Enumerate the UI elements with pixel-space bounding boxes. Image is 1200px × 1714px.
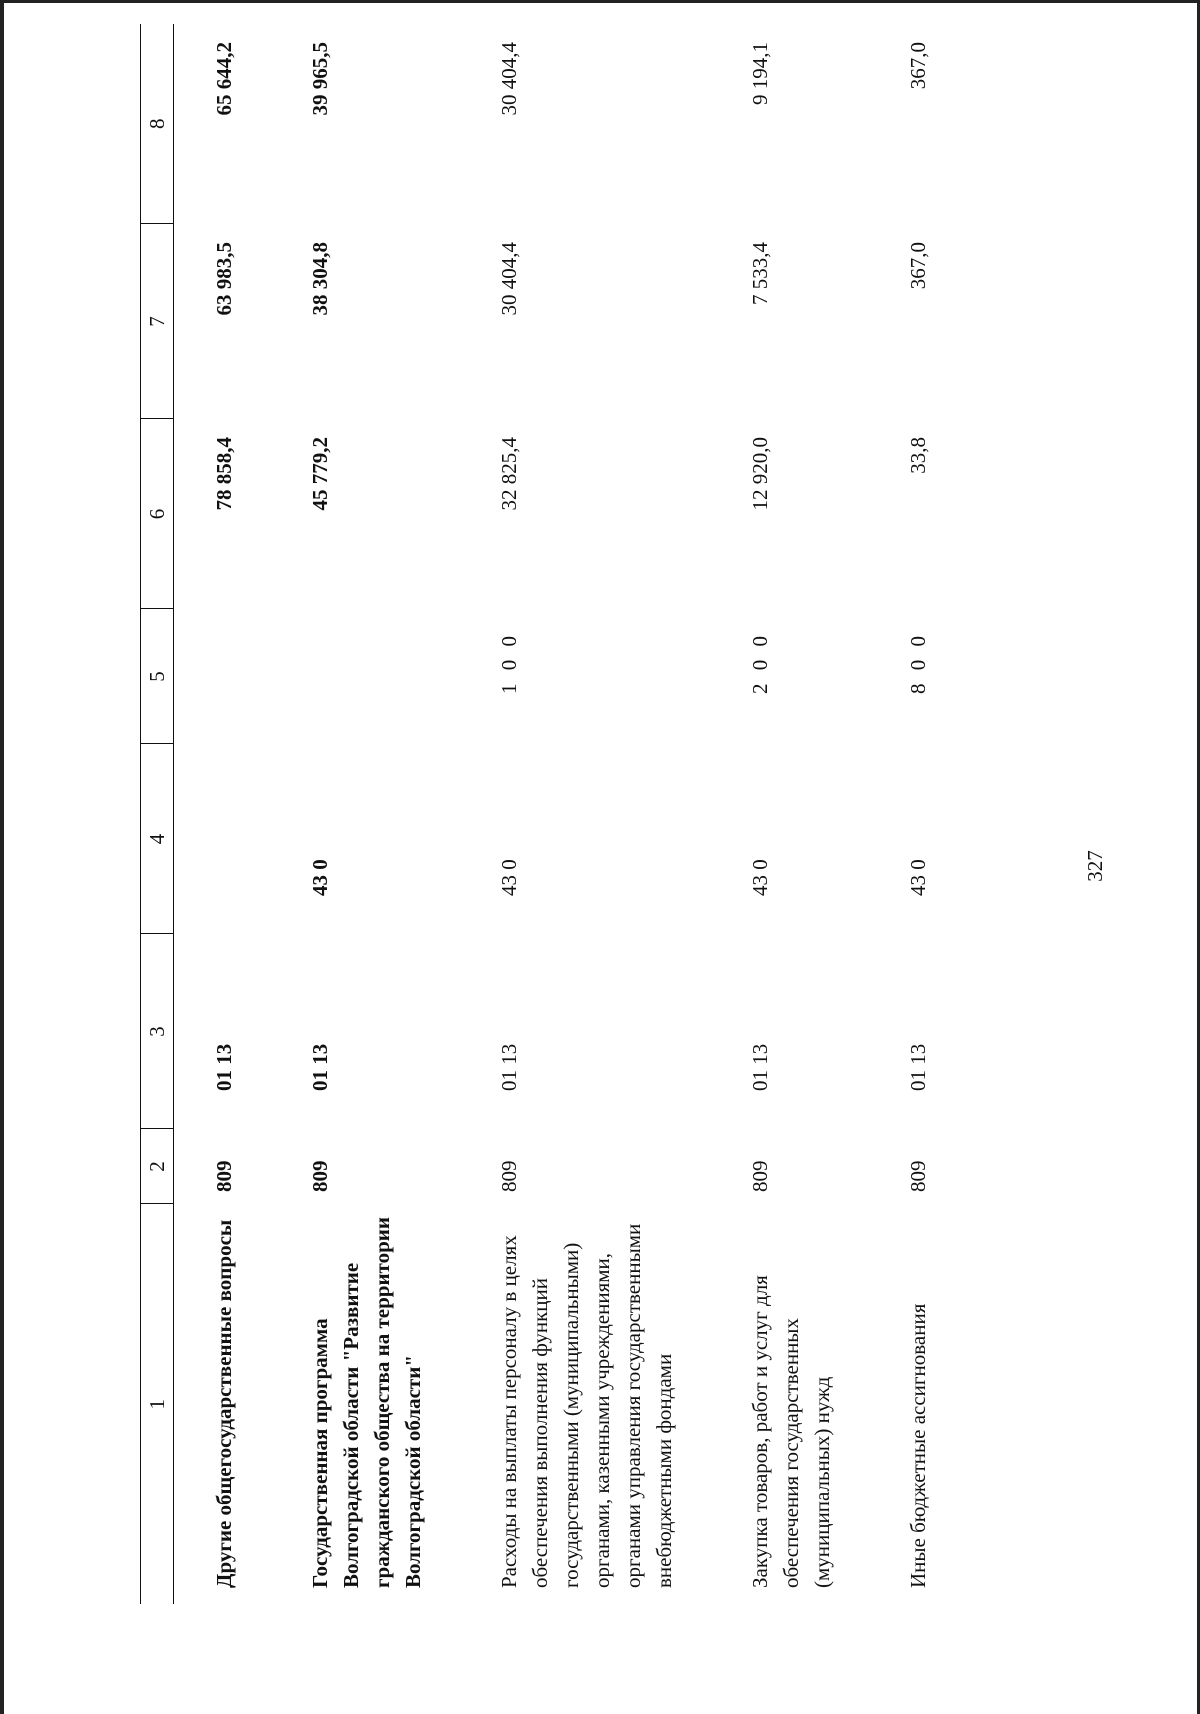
table-row [174,24,271,1604]
row-name: Иные бюджетные ассигнования [906,1303,930,1588]
row-target-article: 43 0 [906,859,930,896]
row-expense-type: 1 0 0 [497,632,521,694]
row-name: Расходы на выплаты персоналу в целях обеспечения выполнения функций государственными (муниципальными) органами, казенными учреждениями, органами управления государственными внебюджетными фондами [497,1223,676,1588]
row-ministry-code: 809 [308,1160,332,1192]
row-name: Государственная программа Волгоградской области "Развитие гражданского общества на территории Волгоградской области" [308,1217,425,1588]
page-number: 327 [1083,850,1107,882]
row-amount-col6: 78 858,4 [212,437,236,511]
row-amount-col8: 65 644,2 [212,42,236,116]
row-ministry-code: 809 [212,1160,236,1192]
row-expense-type [270,609,459,744]
row-section-code: 01 13 [497,1043,521,1091]
row-name: Закупка товаров, работ и услуг для обеспечения государственных (муниципальных) нужд [748,1275,834,1588]
row-amount-col7: 63 983,5 [212,242,236,316]
row-ministry-code: 809 [497,1160,521,1192]
row-expense-type: 2 0 0 [748,632,772,694]
row-amount-col8: 367,0 [906,42,930,90]
header-col-2: 2 [141,1129,174,1204]
row-section-code: 01 13 [748,1043,772,1091]
budget-table [140,24,964,1604]
row-section-code: 01 13 [308,1043,332,1091]
header-col-8: 8 [141,24,174,224]
row-name: Другие общегосударственные вопросы [212,1219,236,1588]
row-section-code: 01 13 [906,1043,930,1091]
row-target-article: 43 0 [308,859,332,896]
header-col-1: 1 [141,1204,174,1604]
row-amount-col6: 32 825,4 [497,437,521,511]
row-amount-col8: 9 194,1 [748,42,772,105]
header-col-6: 6 [141,419,174,609]
row-amount-col6: 45 779,2 [308,437,332,511]
table-header-row [141,24,174,1604]
row-target-article [174,744,271,934]
row-amount-col7: 30 404,4 [497,242,521,316]
table-row [710,24,868,1604]
row-target-article: 43 0 [748,859,772,896]
header-col-4: 4 [141,744,174,934]
row-amount-col6: 12 920,0 [748,437,772,511]
header-col-3: 3 [141,934,174,1129]
row-amount-col8: 39 965,5 [308,42,332,116]
row-expense-type: 8 0 0 [906,632,930,694]
row-amount-col7: 7 533,4 [748,242,772,305]
row-target-article: 43 0 [497,859,521,896]
header-col-7: 7 [141,224,174,419]
row-amount-col7: 38 304,8 [308,242,332,316]
row-amount-col6: 33,8 [906,437,930,474]
row-expense-type [174,609,271,744]
table-row [868,24,964,1604]
row-section-code: 01 13 [212,1043,236,1091]
row-ministry-code: 809 [906,1160,930,1192]
row-amount-col7: 367,0 [906,242,930,290]
table-row [459,24,710,1604]
header-col-5: 5 [141,609,174,744]
table-row [270,24,459,1604]
row-amount-col8: 30 404,4 [497,42,521,116]
row-ministry-code: 809 [748,1160,772,1192]
